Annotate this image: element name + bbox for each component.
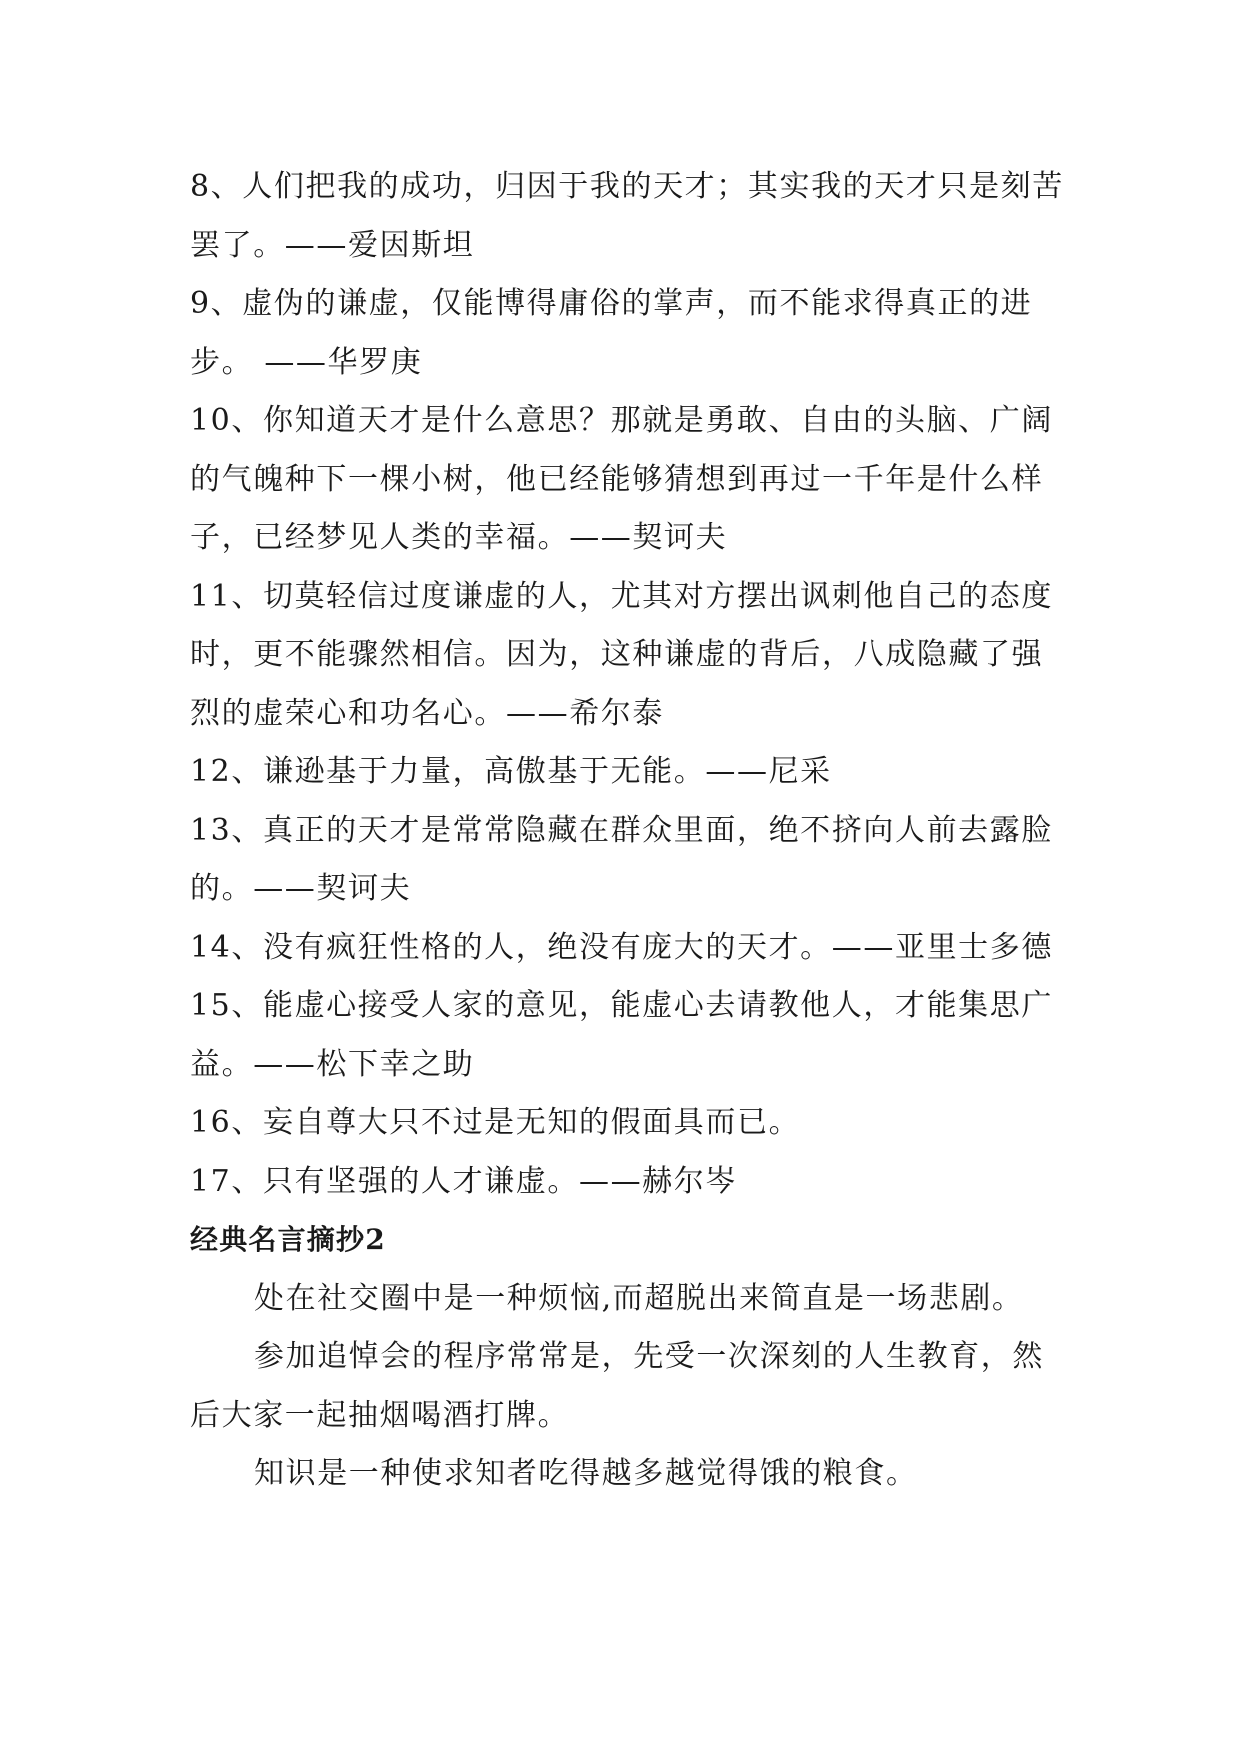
quote-item-15: 15、能虚心接受人家的意见，能虚心去请教他人，才能集思广益。——松下幸之助 bbox=[190, 988, 1053, 1082]
quote-item-9: 9、虚伪的谦虚，仅能博得庸俗的掌声，而不能求得真正的进步。 ——华罗庚 bbox=[190, 286, 1033, 380]
section-title: 经典名言摘抄2 bbox=[190, 1223, 386, 1256]
quote-item-14: 14、没有疯狂性格的人，绝没有庞大的天才。——亚里士多德 bbox=[190, 929, 1053, 965]
page-content bbox=[190, 158, 1070, 1504]
section-paragraph: 知识是一种使求知者吃得越多越觉得饿的粮食。 bbox=[254, 1456, 918, 1491]
quote-item-13: 13、真正的天才是常常隐藏在群众里面，绝不挤向人前去露脸的。——契诃夫 bbox=[190, 812, 1053, 906]
quote-item-12: 12、谦逊基于力量，高傲基于无能。——尼采 bbox=[190, 754, 832, 789]
quote-item-17: 17、只有坚强的人才谦虚。——赫尔岑 bbox=[190, 1163, 737, 1199]
quote-item-11: 11、切莫轻信过度谦虚的人，尤其对方摆出讽刺他自己的态度时，更不能骤然相信。因为，这种谦虚的背后，八成隐藏了强烈的虚荣心和功名心。——希尔泰 bbox=[190, 578, 1053, 731]
section-paragraph: 参加追悼会的程序常常是，先受一次深刻的人生教育，然后大家一起抽烟喝酒打牌。 bbox=[190, 1339, 1044, 1433]
quote-item-10: 10、你知道天才是什么意思？那就是勇敢、自由的头脑、广阔的气魄种下一棵小树，他已经能够猜想到再过一千年是什么样子，已经梦见人类的幸福。——契诃夫 bbox=[190, 403, 1053, 555]
section-paragraph: 处在社交圈中是一种烦恼,而超脱出来简直是一场悲剧。 bbox=[254, 1280, 1024, 1316]
quote-item-16: 16、妄自尊大只不过是无知的假面具而已。 bbox=[190, 1105, 801, 1140]
quote-item-8: 8、人们把我的成功，归因于我的天才；其实我的天才只是刻苦罢了。——爱因斯坦 bbox=[190, 169, 1064, 263]
